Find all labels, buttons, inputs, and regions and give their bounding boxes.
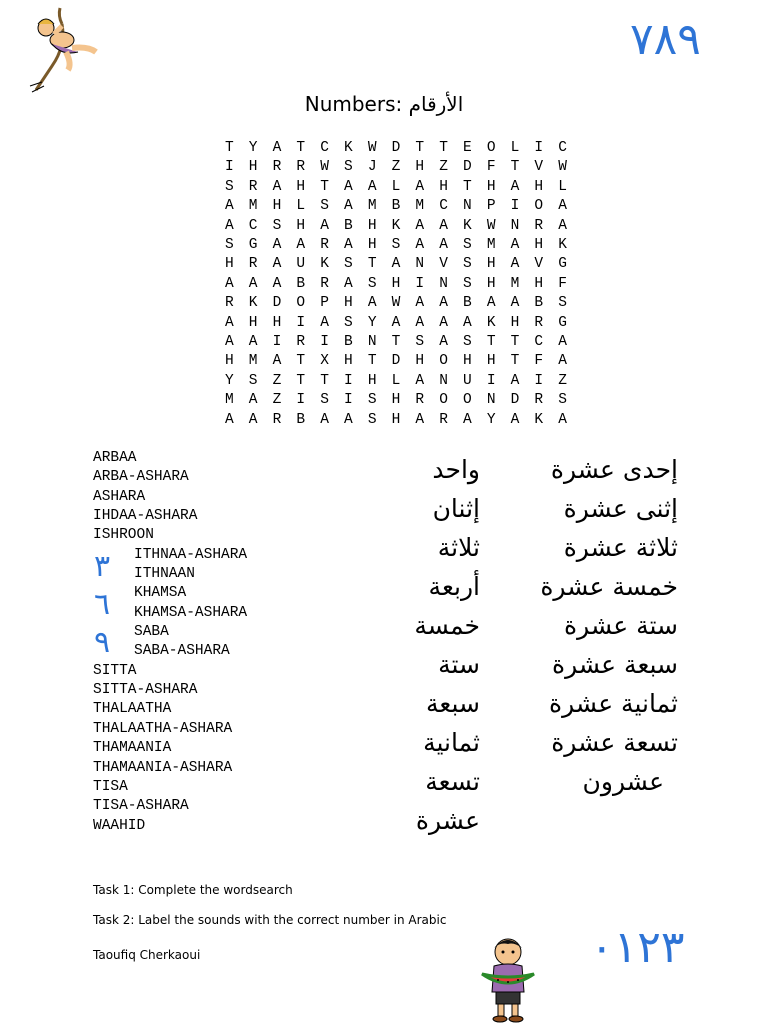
boy-on-rope-clipart <box>22 6 104 96</box>
list-item: THALAATHA <box>93 701 172 718</box>
arabic-word: ثمانية عشرة <box>549 689 678 718</box>
arabic-word: إثنان <box>432 494 480 523</box>
list-item: KHAMSA-ASHARA <box>134 604 248 621</box>
list-item: KHAMSA <box>134 585 187 602</box>
list-item: TISA-ASHARA <box>93 798 189 815</box>
grid-row: Y S Z T T I H L A N U I A I Z <box>225 372 571 389</box>
wordsearch-grid <box>225 139 570 430</box>
page-title: Numbers: الأرقام <box>304 92 464 116</box>
arabic-units-column <box>390 450 480 840</box>
list-item: WAAHID <box>93 817 146 834</box>
grid-row: A H H I A S Y A A A A K H R G <box>225 314 571 331</box>
arabic-word: ثلاثة <box>437 533 480 562</box>
grid-row: A C S H A B H K A A K W N R A <box>225 217 571 234</box>
arabic-word: تسعة <box>425 767 480 796</box>
list-item: THAMAANIA-ASHARA <box>93 759 233 776</box>
list-item: ARBA-ASHARA <box>93 469 189 486</box>
grid-row: I H R R W S J Z H Z D F T V W <box>225 159 571 176</box>
word-list <box>93 449 247 836</box>
arabic-word: عشرة <box>415 806 480 835</box>
grid-row: A A I R I B N T S A S T T C A <box>225 334 571 351</box>
grid-row: R K D O P H A W A A B A A B S <box>225 295 571 312</box>
side-digit: ٩ <box>94 625 111 660</box>
task-1-text: Task 1: Complete the wordsearch <box>93 883 293 897</box>
arabic-teens-column <box>500 450 678 801</box>
grid-row: M A Z I S I S H R O O N D R S <box>225 392 571 409</box>
grid-row: H R A U K S T A N V S H A V G <box>225 256 571 273</box>
arabic-word: ثمانية <box>423 728 480 757</box>
list-item: ITHNAA-ASHARA <box>134 546 248 563</box>
list-item: SABA-ASHARA <box>134 643 230 660</box>
arabic-word: ستة <box>438 650 480 679</box>
side-digit: ٣ <box>94 549 111 584</box>
arabic-word: سبعة <box>426 689 480 718</box>
arabic-word: تسعة عشرة <box>551 728 678 757</box>
list-item: ISHROON <box>93 527 154 544</box>
side-digit: ٦ <box>94 587 111 622</box>
list-item: IHDAA-ASHARA <box>93 508 198 525</box>
grid-row: A A A B R A S H I N S H M H F <box>225 275 571 292</box>
arabic-word: خمسة <box>414 611 480 640</box>
grid-row: A M H L S A M B M C N P I O A <box>225 198 571 215</box>
arabic-digits-bottom: ٠١٢٣ <box>590 922 685 973</box>
task-2-text: Task 2: Label the sounds with the correct number in Arabic <box>93 913 447 927</box>
list-item: SITTA-ASHARA <box>93 682 198 699</box>
grid-row: A A R B A A S H A R A Y A K A <box>225 411 571 428</box>
author-name: Taoufiq Cherkaoui <box>93 948 201 962</box>
list-item: THALAATHA-ASHARA <box>93 720 233 737</box>
list-item: SITTA <box>93 662 137 679</box>
list-item: TISA <box>93 778 128 795</box>
arabic-digits-top: ٧٨٩ <box>630 14 701 65</box>
arabic-word: عشرون <box>582 767 664 796</box>
grid-row: S R A H T A A L A H T H A H L <box>225 178 571 195</box>
list-item: THAMAANIA <box>93 740 172 757</box>
arabic-word: ثلاثة عشرة <box>563 533 678 562</box>
list-item: ARBAA <box>93 450 137 466</box>
arabic-word: إثنى عشرة <box>563 494 678 523</box>
grid-row: H M A T X H T D H O H H T F A <box>225 353 571 370</box>
arabic-word: أربعة <box>428 572 480 601</box>
grid-row: S G A A R A H S A A S M A H K <box>225 237 571 254</box>
boy-with-watermelon-clipart <box>474 934 544 1024</box>
arabic-word: واحد <box>432 455 480 484</box>
side-arabic-digits <box>94 548 110 662</box>
arabic-word: إحدى عشرة <box>550 455 678 484</box>
list-item: ITHNAAN <box>134 566 195 583</box>
list-item: SABA <box>134 624 169 641</box>
arabic-word: خمسة عشرة <box>540 572 678 601</box>
arabic-word: سبعة عشرة <box>551 650 678 679</box>
list-item: ASHARA <box>93 488 146 505</box>
grid-row: T Y A T C K W D T T E O L I C <box>225 140 571 156</box>
arabic-word: ستة عشرة <box>564 611 678 640</box>
